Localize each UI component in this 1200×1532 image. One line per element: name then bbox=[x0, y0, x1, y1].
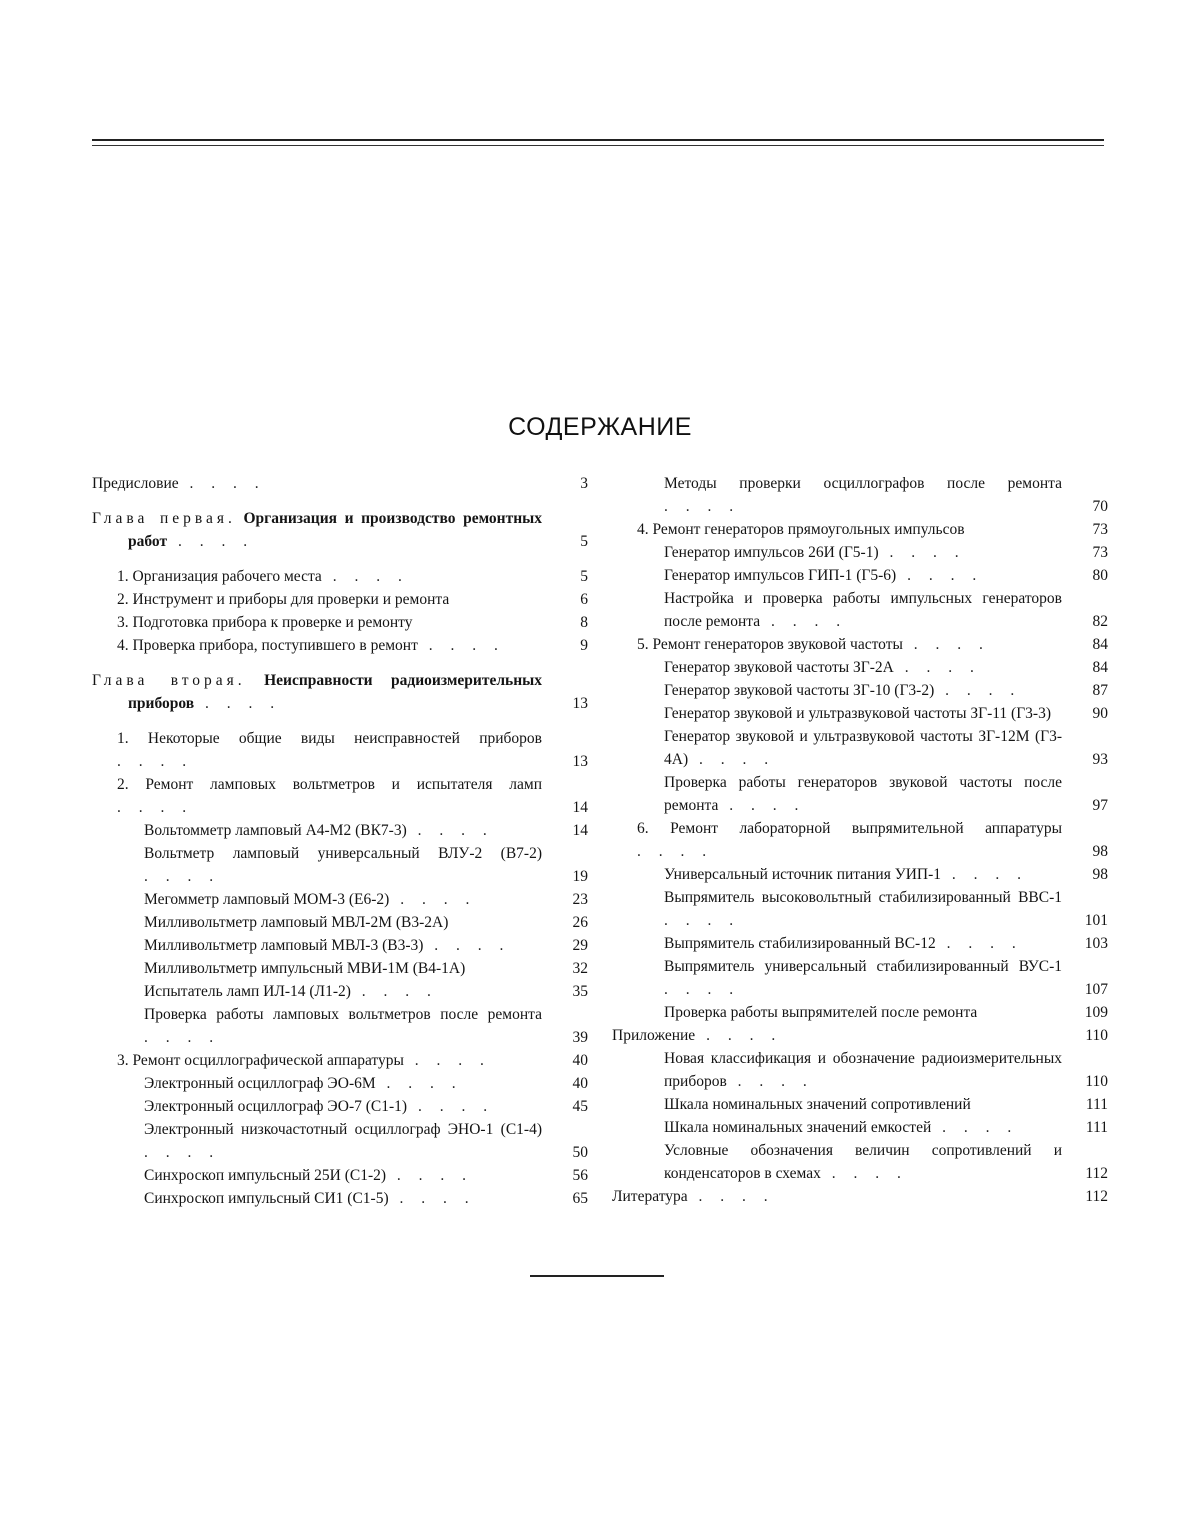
toc-entry-title: Условные обозначения величин сопротивлений и конденсаторов в схемах bbox=[664, 1142, 1062, 1182]
toc-page-number: 3 bbox=[544, 472, 588, 495]
toc-page-number: 87 bbox=[1064, 679, 1108, 702]
toc-page-number: 32 bbox=[544, 957, 588, 980]
toc-page-number: 84 bbox=[1064, 656, 1108, 679]
toc-entry-title: Вольтомметр ламповый А4-М2 (ВК7-3) bbox=[144, 822, 407, 839]
toc-page-number: 110 bbox=[1064, 1070, 1108, 1093]
toc-entry-title: Проверка работы ламповых вольтметров после ремонта bbox=[144, 1006, 542, 1023]
toc-page-number: 13 bbox=[544, 692, 588, 715]
toc-entry-title: Универсальный источник питания УИП-1 bbox=[664, 866, 941, 883]
dot-leader: . . . . bbox=[903, 636, 990, 653]
toc-page-number: 8 bbox=[544, 611, 588, 634]
toc-entry bbox=[612, 564, 1108, 587]
toc-entry-title: Шкала номинальных значений емкостей bbox=[664, 1119, 931, 1136]
toc-page-number: 101 bbox=[1064, 909, 1108, 932]
toc-page-number: 112 bbox=[1064, 1185, 1108, 1208]
toc-page-number: 93 bbox=[1064, 748, 1108, 771]
dot-leader: . . . . bbox=[351, 983, 438, 1000]
toc-entry bbox=[612, 1001, 1108, 1024]
toc-entry-title: Предисловие bbox=[92, 475, 179, 492]
toc-entry-title: 2. Ремонт ламповых вольтметров и испытателя ламп bbox=[117, 776, 542, 793]
dot-leader: . . . . bbox=[718, 797, 805, 814]
toc-page-number: 65 bbox=[544, 1187, 588, 1210]
dot-leader: . . . . bbox=[664, 498, 740, 515]
toc-entry-title: Милливольтметр импульсный МВИ-1М (В4-1А) bbox=[144, 960, 465, 977]
dot-leader: . . . . bbox=[664, 912, 740, 929]
toc-entry bbox=[612, 1093, 1108, 1116]
toc-page-number: 110 bbox=[1064, 1024, 1108, 1047]
dot-leader: . . . . bbox=[941, 866, 1028, 883]
dot-leader: . . . . bbox=[376, 1075, 463, 1092]
toc-left-column bbox=[92, 472, 588, 1210]
toc-entry-title: Мегомметр ламповый МОМ-3 (Е6-2) bbox=[144, 891, 389, 908]
dot-leader: . . . . bbox=[167, 533, 254, 550]
toc-page-number: 35 bbox=[544, 980, 588, 1003]
toc-entry bbox=[612, 1139, 1108, 1185]
toc-entry-title: 4. Ремонт генераторов прямоугольных импульсов bbox=[637, 521, 965, 538]
dot-leader: . . . . bbox=[760, 613, 847, 630]
toc-entry bbox=[612, 932, 1108, 955]
toc-entry-title: Генератор звуковой частоты ЗГ-2А bbox=[664, 659, 894, 676]
toc-page-number: 111 bbox=[1064, 1116, 1108, 1139]
toc-entry-title: Генератор звуковой и ультразвуковой частоты ЗГ-11 (Г3-3) bbox=[664, 705, 1051, 722]
dot-leader: . . . . bbox=[418, 637, 505, 654]
dot-leader: . . . . bbox=[688, 1188, 775, 1205]
dot-leader: . . . . bbox=[695, 1027, 782, 1044]
toc-entry-title: Синхроскоп импульсный СИ1 (С1-5) bbox=[144, 1190, 389, 1207]
toc-page-number: 29 bbox=[544, 934, 588, 957]
toc-page-number: 14 bbox=[544, 796, 588, 819]
toc-entry bbox=[612, 886, 1108, 932]
toc-entry bbox=[92, 727, 588, 773]
toc-entry-title: Выпрямитель высоковольтный стабилизированный ВВС-1 bbox=[664, 889, 1062, 906]
toc-page-number: 50 bbox=[544, 1141, 588, 1164]
toc-entry-title: Испытатель ламп ИЛ-14 (Л1-2) bbox=[144, 983, 351, 1000]
toc-entry-title: Настройка и проверка работы импульсных генераторов после ремонта bbox=[664, 590, 1062, 630]
toc-entry-title: Приложение bbox=[612, 1027, 695, 1044]
toc-entry bbox=[612, 725, 1108, 771]
toc-entry bbox=[612, 1024, 1108, 1047]
toc-page-number: 56 bbox=[544, 1164, 588, 1187]
dot-leader: . . . . bbox=[404, 1052, 491, 1069]
dot-leader: . . . . bbox=[389, 1190, 476, 1207]
toc-entry bbox=[92, 611, 588, 634]
toc-page-number: 98 bbox=[1064, 840, 1108, 863]
toc-entry-title: Литература bbox=[612, 1188, 688, 1205]
dot-leader: . . . . bbox=[407, 822, 494, 839]
toc-entry-title: Милливольтметр ламповый МВЛ-2М (В3-2А) bbox=[144, 914, 448, 931]
toc-entry-title: Выпрямитель стабилизированный ВС-12 bbox=[664, 935, 936, 952]
toc-chapter bbox=[92, 507, 588, 553]
toc-entry-title: Новая классификация и обозначение радиоизмерительных приборов bbox=[664, 1050, 1062, 1090]
toc-chapter-title: Организация и производство ремонтных работ bbox=[128, 510, 542, 550]
toc-entry-title: Методы проверки осциллографов после ремонта bbox=[664, 475, 1062, 492]
dot-leader: . . . . bbox=[637, 843, 713, 860]
toc-chapter-prefix: Глава первая. bbox=[92, 510, 236, 527]
toc-entry bbox=[92, 911, 588, 934]
toc-page-number: 40 bbox=[544, 1049, 588, 1072]
toc-page-number: 45 bbox=[544, 1095, 588, 1118]
toc-entry bbox=[612, 863, 1108, 886]
dot-leader: . . . . bbox=[194, 695, 281, 712]
toc-entry bbox=[612, 472, 1108, 518]
toc-entry bbox=[92, 819, 588, 842]
page-title: СОДЕРЖАНИЕ bbox=[0, 413, 1200, 442]
toc-entry-title: Синхроскоп импульсный 25И (С1-2) bbox=[144, 1167, 386, 1184]
toc-entry bbox=[92, 957, 588, 980]
toc-entry-title: Генератор импульсов 26И (Г5-1) bbox=[664, 544, 879, 561]
toc-entry bbox=[612, 955, 1108, 1001]
toc-page-number: 14 bbox=[544, 819, 588, 842]
dot-leader: . . . . bbox=[879, 544, 966, 561]
toc-entry bbox=[92, 565, 588, 588]
toc-entry-title: Электронный осциллограф ЭО-7 (С1-1) bbox=[144, 1098, 407, 1115]
dot-leader: . . . . bbox=[144, 1144, 220, 1161]
top-rule bbox=[92, 139, 1104, 141]
toc-entry-title: 2. Инструмент и приборы для проверки и ремонта bbox=[117, 591, 449, 608]
toc-page-number: 112 bbox=[1064, 1162, 1108, 1185]
toc-chapter bbox=[92, 669, 588, 715]
dot-leader: . . . . bbox=[931, 1119, 1018, 1136]
toc-entry bbox=[92, 1118, 588, 1164]
toc-page-number: 6 bbox=[544, 588, 588, 611]
bottom-rule bbox=[530, 1275, 664, 1277]
toc-entry bbox=[92, 842, 588, 888]
toc-entry bbox=[612, 679, 1108, 702]
toc-page-number: 23 bbox=[544, 888, 588, 911]
toc-entry-title: 6. Ремонт лабораторной выпрямительной аппаратуры bbox=[637, 820, 1062, 837]
toc-page-number: 26 bbox=[544, 911, 588, 934]
dot-leader: . . . . bbox=[664, 981, 740, 998]
toc-page-number: 84 bbox=[1064, 633, 1108, 656]
dot-leader: . . . . bbox=[894, 659, 981, 676]
toc-entry bbox=[92, 773, 588, 819]
toc-entry-title: Электронный низкочастотный осциллограф ЭНО-1 (С1-4) bbox=[144, 1121, 542, 1138]
toc-entry bbox=[612, 633, 1108, 656]
toc-page-number: 111 bbox=[1064, 1093, 1108, 1116]
toc-entry bbox=[92, 472, 588, 495]
toc-entry-title: 5. Ремонт генераторов звуковой частоты bbox=[637, 636, 903, 653]
toc-chapter-prefix: Глава вторая. bbox=[92, 672, 246, 689]
toc-entry-title: Генератор звуковой и ультразвуковой частоты ЗГ-12М (Г3-4А) bbox=[664, 728, 1062, 768]
toc-entry bbox=[92, 1095, 588, 1118]
toc-entry bbox=[612, 656, 1108, 679]
toc-page-number: 13 bbox=[544, 750, 588, 773]
dot-leader: . . . . bbox=[688, 751, 775, 768]
toc-page-number: 5 bbox=[544, 530, 588, 553]
toc-entry-title: 1. Некоторые общие виды неисправностей приборов bbox=[117, 730, 542, 747]
toc-right-column bbox=[612, 472, 1108, 1208]
toc-entry-title: Проверка работы выпрямителей после ремонта bbox=[664, 1004, 977, 1021]
toc-page-number: 9 bbox=[544, 634, 588, 657]
dot-leader: . . . . bbox=[117, 799, 193, 816]
toc-entry-title: Электронный осциллограф ЭО-6М bbox=[144, 1075, 376, 1092]
toc-entry-title: 3. Подготовка прибора к проверке и ремонту bbox=[117, 614, 413, 631]
dot-leader: . . . . bbox=[936, 935, 1023, 952]
toc-entry bbox=[92, 634, 588, 657]
toc-page-number: 73 bbox=[1064, 541, 1108, 564]
toc-entry-title: 3. Ремонт осциллографической аппаратуры bbox=[117, 1052, 404, 1069]
toc-page-number: 82 bbox=[1064, 610, 1108, 633]
toc-entry-title: Проверка работы генераторов звуковой частоты после ремонта bbox=[664, 774, 1062, 814]
dot-leader: . . . . bbox=[179, 475, 266, 492]
toc-entry-title: 1. Организация рабочего места bbox=[117, 568, 322, 585]
dot-leader: . . . . bbox=[934, 682, 1021, 699]
toc-page-number: 5 bbox=[544, 565, 588, 588]
toc-page-number: 19 bbox=[544, 865, 588, 888]
toc-entry bbox=[92, 1187, 588, 1210]
toc-entry bbox=[92, 1072, 588, 1095]
toc-page-number: 109 bbox=[1064, 1001, 1108, 1024]
toc-page-number: 103 bbox=[1064, 932, 1108, 955]
toc-page-number: 40 bbox=[544, 1072, 588, 1095]
toc-chapter-title: Неисправности радиоизмерительных приборов bbox=[128, 672, 542, 712]
toc-entry-title: Милливольтметр ламповый МВЛ-3 (В3-3) bbox=[144, 937, 423, 954]
toc-entry bbox=[612, 817, 1108, 863]
toc-page-number: 70 bbox=[1064, 495, 1108, 518]
toc-entry bbox=[612, 587, 1108, 633]
toc-entry bbox=[612, 518, 1108, 541]
toc-entry-title: Вольтметр ламповый универсальный ВЛУ-2 (В7-2) bbox=[144, 845, 542, 862]
toc-entry bbox=[92, 1164, 588, 1187]
toc-entry bbox=[612, 541, 1108, 564]
toc-entry bbox=[92, 980, 588, 1003]
toc-page-number: 98 bbox=[1064, 863, 1108, 886]
dot-leader: . . . . bbox=[144, 868, 220, 885]
dot-leader: . . . . bbox=[386, 1167, 473, 1184]
toc-entry-title: Генератор звуковой частоты ЗГ-10 (Г3-2) bbox=[664, 682, 934, 699]
dot-leader: . . . . bbox=[821, 1165, 908, 1182]
dot-leader: . . . . bbox=[423, 937, 510, 954]
dot-leader: . . . . bbox=[117, 753, 193, 770]
dot-leader: . . . . bbox=[896, 567, 983, 584]
toc-entry-title: 4. Проверка прибора, поступившего в ремонт bbox=[117, 637, 418, 654]
toc-entry bbox=[92, 934, 588, 957]
toc-entry bbox=[92, 888, 588, 911]
toc-page-number: 90 bbox=[1064, 702, 1108, 725]
toc-entry bbox=[612, 771, 1108, 817]
toc-entry bbox=[612, 1185, 1108, 1208]
toc-entry bbox=[92, 588, 588, 611]
top-rule-thin bbox=[92, 145, 1104, 146]
dot-leader: . . . . bbox=[389, 891, 476, 908]
toc-entry bbox=[612, 1047, 1108, 1093]
toc-entry bbox=[612, 1116, 1108, 1139]
toc-entry-title: Генератор импульсов ГИП-1 (Г5-6) bbox=[664, 567, 896, 584]
toc-page-number: 107 bbox=[1064, 978, 1108, 1001]
dot-leader: . . . . bbox=[322, 568, 409, 585]
toc-entry-title: Выпрямитель универсальный стабилизированный ВУС-1 bbox=[664, 958, 1062, 975]
dot-leader: . . . . bbox=[144, 1029, 220, 1046]
dot-leader: . . . . bbox=[407, 1098, 494, 1115]
toc-entry bbox=[92, 1049, 588, 1072]
toc-page-number: 97 bbox=[1064, 794, 1108, 817]
toc-entry-title: Шкала номинальных значений сопротивлений bbox=[664, 1096, 971, 1113]
toc-page-number: 80 bbox=[1064, 564, 1108, 587]
dot-leader: . . . . bbox=[727, 1073, 814, 1090]
toc-page-number: 73 bbox=[1064, 518, 1108, 541]
toc-entry bbox=[612, 702, 1108, 725]
toc-page-number: 39 bbox=[544, 1026, 588, 1049]
toc-entry bbox=[92, 1003, 588, 1049]
